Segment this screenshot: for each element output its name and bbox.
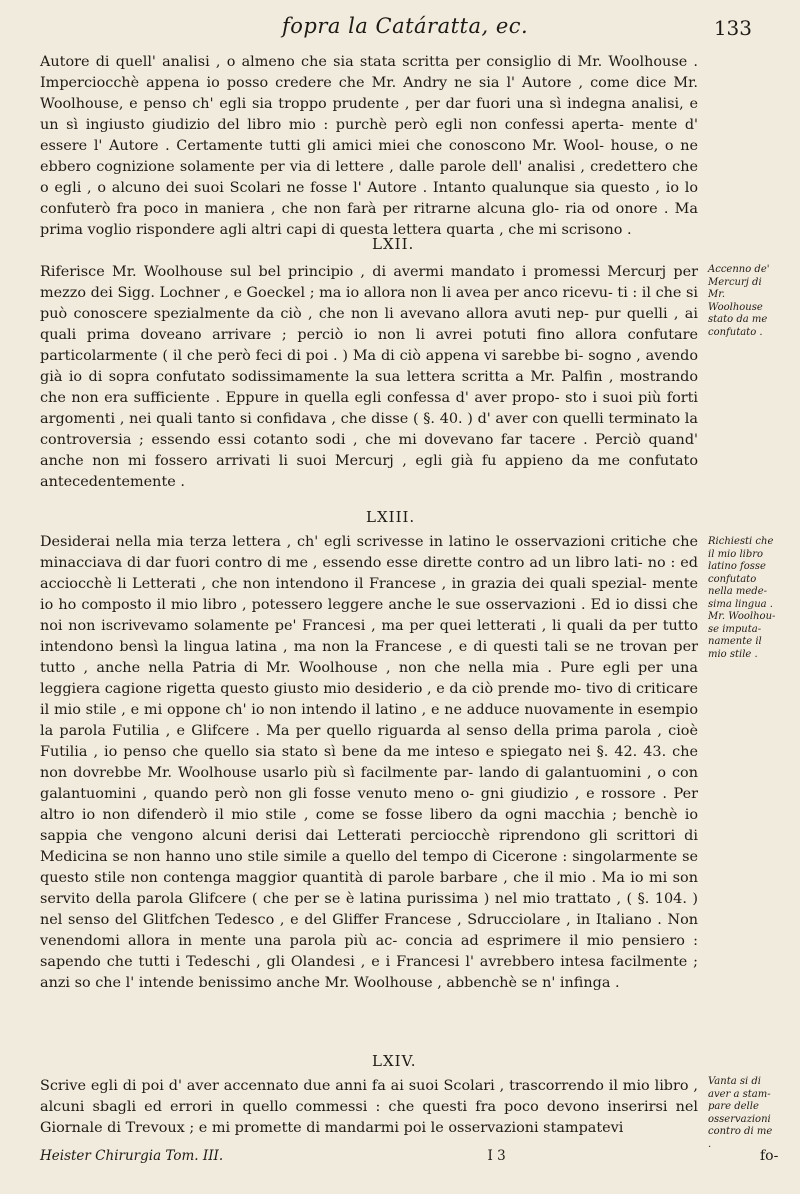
margin-note-lxiv: Vanta si di aver a stam- pare delle osservazioni contro di me . xyxy=(708,1076,776,1150)
section-lxiv-text: Scrive egli di poi d' aver accennato due anni fa ai suoi Scolari , trascorrendo il mio libro , alcuni sbagli ed errori in quello commessi : che questi fra poco devono inserirsi nel Giornale di Trevoux ; e mi promette di mandarmi poi le osservazioni stampatevi xyxy=(40,1078,703,1136)
running-title: fopra la Catáratta, ec. xyxy=(282,14,529,38)
section-lxii-text: Riferisce Mr. Woolhouse sul bel principio , di avermi mandato i promessi Mercurj per mezzo dei Sigg. Lochner , e Goeckel ; ma io allora non li avea per anco ricevu- ti : il che si può conoscere spezialmente da ciò , che non li avevano allora avuti nep- pur quelli , ai quali prima doveano arrivare ; perciò io non li avrei potuti fino allora confutare particolarmente ( il che però feci di poi . ) Ma di ciò appena vi sarebbe bi- sogno , avendo già io di sopra confutato sodissimamente la sua lettera scritta a Mr. Palfin , mostrando che non era sufficiente . Eppure in quella egli confessa d' aver propo- sto i suoi più forti argomenti , nei quali tanto si confidava , che disse ( §. 40. ) d' aver con quelli terminato la controversia ; essendo essi cotanto sodi , che mi dovevano far tacere . Perciò quand' anche non mi fossero arrivati li suoi Mercurj , egli già fu appieno da me confutato antecedentemente . xyxy=(40,264,703,490)
section-lxiii-text: Desiderai nella mia terza lettera , ch' egli scrivesse in latino le osservazioni critiche che minacciava di dar fuori contro di me , essendo esse dirette contro ad un libro lati- no : ed acciocchè li Letterati , che non intendono il Francese , in grazia dei quali spezial- mente io ho composto il mio libro , potessero leggere anche le sue osservazioni . Ed io dissi che noi non iscrivevamo solamente pe' Francesi , ma per quei letterati , li quali da per tutto intendono bensì la lingua latina , ma non la Francese , e di questi tali se ne trovan per tutto , anche nella Patria di Mr. Woolhouse , non che nella mia . Pure egli per una leggiera cagione rigetta questo giusto mio desiderio , e da ciò prende mo- tivo di criticare il mio stile , e mi oppone ch' io non intendo il latino , e ne adduce nuovamente in esempio la parola Futilia , e Glifcere . Ma per quello riguarda al senso della prima parola , cioè Futilia , io penso che quello sia stato sì bene da me inteso e spiegato nei §. 42. 43. che non dovrebbe Mr. Woolhouse usarlo più sì facilmente par- lando di galantuomini , o con galantuomini , quando però non gli fosse venuto meno o- gni giudizio , e rossore . Per altro io non difenderò il mio stile , come se fosse libero da ogni macchia ; benchè io sappia che vengono alcuni derisi dai Letterati perciocchè riprendono gli scrittori di Medicina se non hanno uno stile simile a quello del tempo di Cicerone : singolarmente se questo stile non contenga maggior quantità di parole barbare , che il mio . Ma io mi son servito della parola Glifcere ( che per se è latina purissima ) nel mio trattato , ( §. 104. ) nel senso del Glitfchen Tedesco , e del Gliffer Francese , Sdrucciolare , in Italiano . Non venendomi allora in mente una parola più ac- concia ad esprimere il mio pensiero : sapendo che tutti i Tedeschi , gli Olandesi , e i Francesi l' avrebbero intesa facilmente ; anzi so che l' intende benissimo anche Mr. Woolhouse , abbenchè se n' infinga . xyxy=(40,534,703,991)
footer-signature xyxy=(40,1148,506,1164)
section-number-lxiii: LXIII. xyxy=(366,508,416,526)
margin-note-lxiii: Richiesti che il mio libro latino fosse confutato nella mede- sima lingua . Mr. Woolhou- se imputa- namente il mio stile . xyxy=(708,536,779,660)
section-number-lxii: LXII. xyxy=(372,235,415,253)
intro-paragraph: Autore di quell' analisi , o almeno che sia stata scritta per consiglio di Mr. Woolhouse . Imperciocchè appena io posso credere che Mr. Andry ne sia l' Autore , come dice Mr. Woolhouse, e penso ch' egli sia troppo prudente , per dar fuori una sì indegna analisi, e un sì ingiusto giudizio del libro mio : purchè però egli non confessi aperta- mente d' essere l' Autore . Certamente tutti gli amici miei che conoscono Mr. Wool- house, o ne ebbero cognizione solamente per via di lettere , dalle parole dell' analisi , credettero che o egli , o alcuno dei suoi Scolari ne fosse l' Autore . Intanto qualunque sia questo , io lo confuterò fra poco in maniera , che non farà per ritrarne alcuna glo- ria od onore . Ma prima voglio rispondere agli altri capi di questa lettera quarta , che mi scrisono . xyxy=(40,54,703,238)
signature-text: Heister Chirurgia Tom. III. xyxy=(40,1148,224,1164)
margin-note-lxii: Accenno de' Mercurj di Mr. Woolhouse stato da me confutato . xyxy=(708,264,773,338)
signature-mark: I 3 xyxy=(487,1148,506,1164)
page-number: 133 xyxy=(713,16,752,40)
catchword: fo- xyxy=(760,1148,779,1164)
section-number-lxiv: LXIV. xyxy=(372,1052,417,1070)
